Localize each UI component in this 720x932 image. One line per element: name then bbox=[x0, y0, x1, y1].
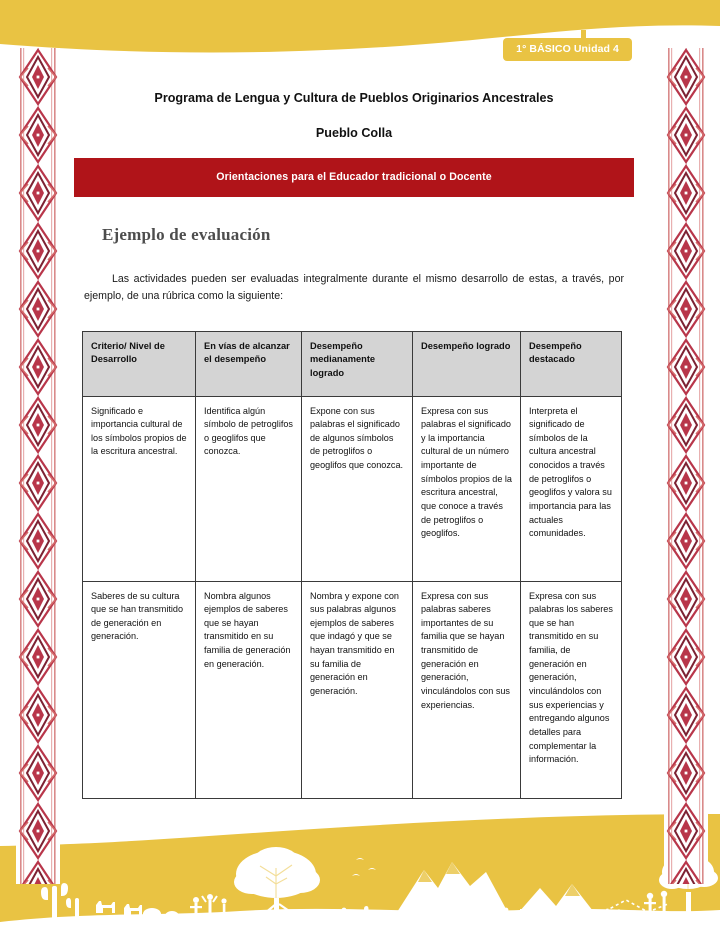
cell-destacado-2: Expresa con sus palabras los saberes que se han transmitido en su familia, de generación en generación, vinculándolos con sus experiencias y entregando algunos detalles para complementar la información. bbox=[521, 581, 622, 798]
column-header-destacado: Desempeño destacado bbox=[521, 331, 622, 396]
table-row bbox=[83, 396, 622, 581]
unit-badge: 1° BÁSICO Unidad 4 bbox=[503, 38, 632, 61]
column-header-medianamente: Desempeño medianamente logrado bbox=[302, 331, 413, 396]
column-header-en-vias: En vías de alcanzar el desempeño bbox=[196, 331, 302, 396]
document-content bbox=[74, 72, 634, 799]
cell-criterio-2: Saberes de su cultura que se han transmitido de generación en generación. bbox=[83, 581, 196, 798]
cell-criterio-1: Significado e importancia cultural de los símbolos propios de la escritura ancestral. bbox=[83, 396, 196, 581]
cell-medianamente-2: Nombra y expone con sus palabras algunos ejemplos de saberes que indagó y que se hayan transmitido en su familia de generación en generación. bbox=[302, 581, 413, 798]
intro-paragraph: Las actividades pueden ser evaluadas integralmente durante el mismo desarrollo de estas, a través, por ejemplo, de una rúbrica como la siguiente: bbox=[84, 272, 624, 302]
page-subtitle: Pueblo Colla bbox=[315, 125, 393, 140]
column-header-logrado: Desempeño logrado bbox=[413, 331, 521, 396]
cell-logrado-2: Expresa con sus palabras saberes importantes de su familia que se hayan transmitido de generación en generación, vinculándolos con sus experiencias. bbox=[413, 581, 521, 798]
footer-landscape-illustration bbox=[0, 814, 720, 932]
cell-en-vias-1: Identifica algún símbolo de petroglifos o geoglifos que conozca. bbox=[196, 396, 302, 581]
cell-medianamente-1: Expone con sus palabras el significado de algunos símbolos de petroglifos o geoglifos que conozca. bbox=[302, 396, 413, 581]
page-title: Programa de Lengua y Cultura de Pueblos Originarios Ancestrales bbox=[154, 91, 554, 105]
woven-border-left bbox=[16, 48, 60, 884]
cell-en-vias-2: Nombra algunos ejemplos de saberes que se hayan transmitido en su familia de generación en generación. bbox=[196, 581, 302, 798]
column-header-criterio: Criterio/ Nivel de Desarrollo bbox=[83, 331, 196, 396]
cell-destacado-1: Interpreta el significado de símbolos de la cultura ancestral conocidos a través de petroglifos o geoglifos y valora su importancia para las actuales comunidades. bbox=[521, 396, 622, 581]
section-heading: Ejemplo de evaluación bbox=[102, 224, 271, 244]
table-row bbox=[83, 581, 622, 798]
cell-logrado-1: Expresa con sus palabras el significado y la importancia cultural de un número importante de símbolos propios de la escritura ancestral, que conoce a través de petroglifos o geoglifos. bbox=[413, 396, 521, 581]
rubric-table bbox=[82, 331, 622, 799]
woven-border-right bbox=[664, 48, 708, 884]
orientation-banner: Orientaciones para el Educador tradicional o Docente bbox=[74, 158, 634, 197]
table-header-row bbox=[83, 331, 622, 396]
